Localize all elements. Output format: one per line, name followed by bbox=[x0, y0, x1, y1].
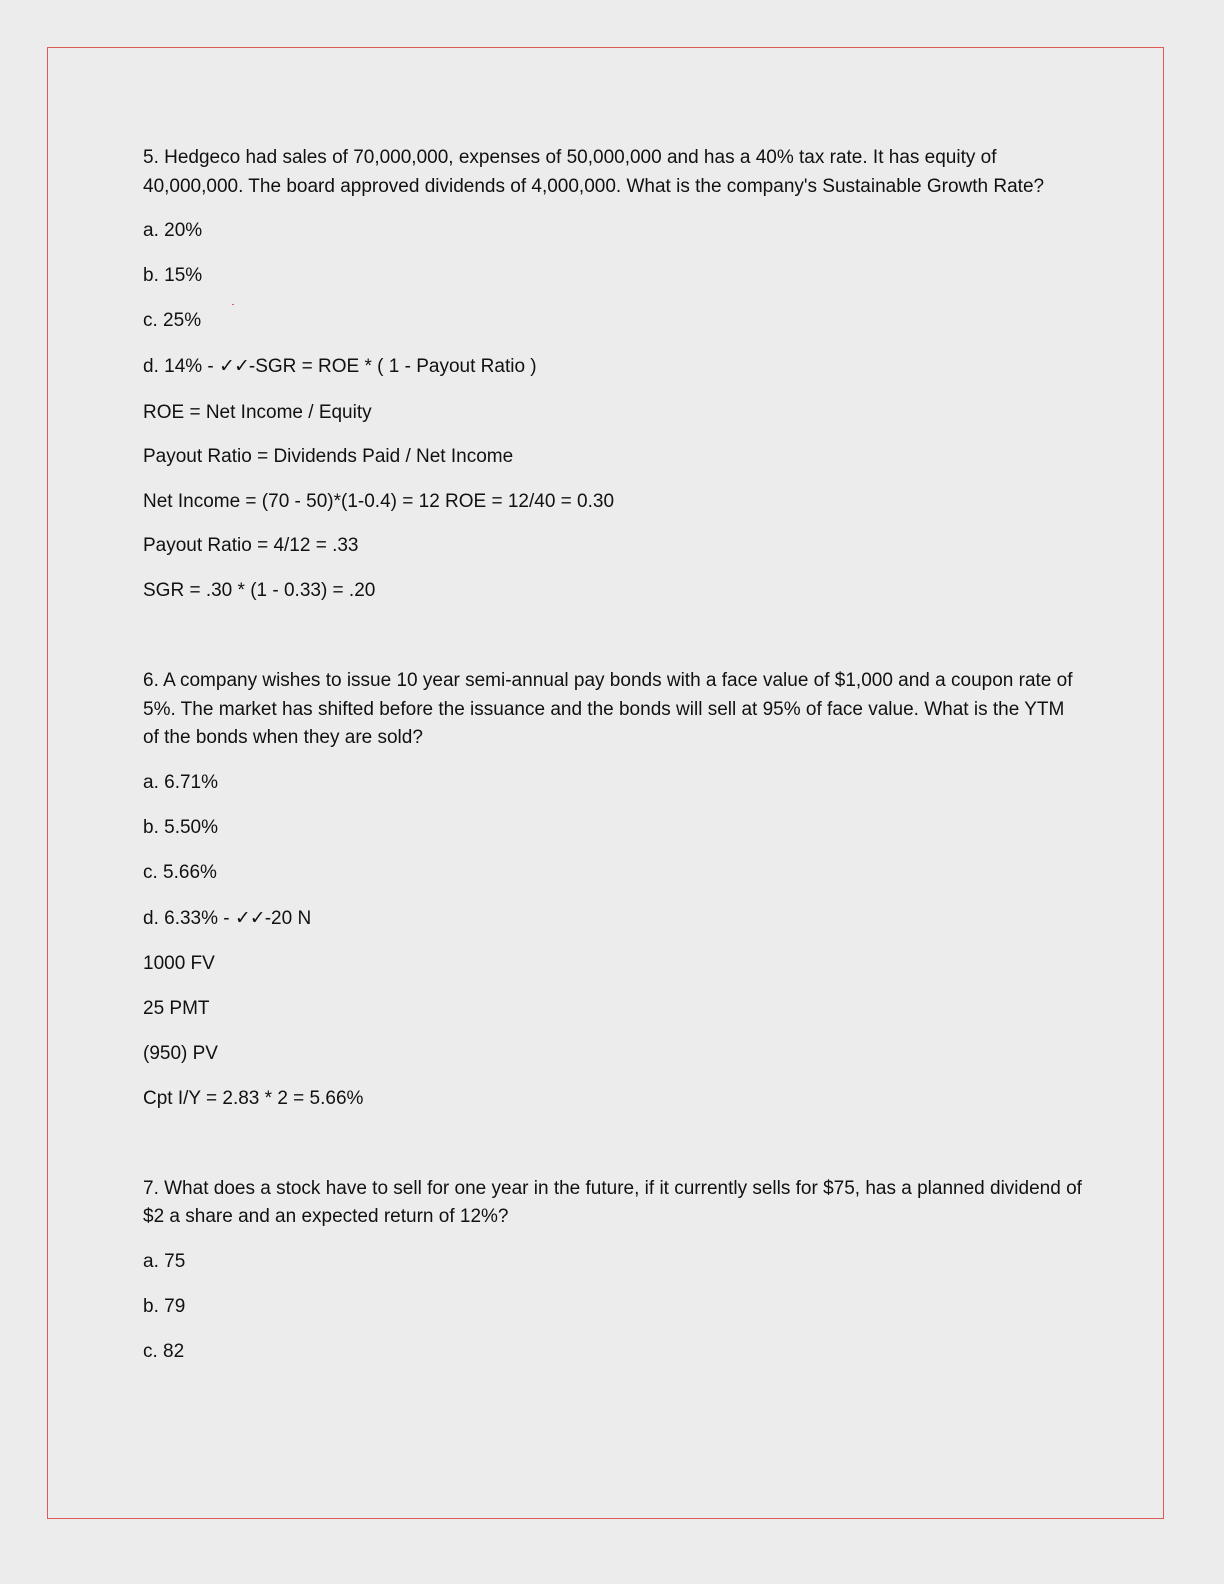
q6-work-line: 1000 FV bbox=[143, 952, 215, 974]
q5-option-d bbox=[143, 354, 1083, 380]
q6-work-line: Cpt I/Y = 2.83 * 2 = 5.66% bbox=[143, 1087, 364, 1109]
q5-work-line: Payout Ratio = 4/12 = .33 bbox=[143, 535, 359, 556]
question-6-text: 6. A company wishes to issue 10 year semi-annual pay bonds with a face value of $1,000 and a coupon rate of 5%. The market has shifted before the issuance and the bonds will sell at 95% of face value. What is the YTM of the bonds when they are sold? bbox=[143, 670, 1073, 748]
q5-option-d-formula: -SGR = ROE * ( 1 - Payout Ratio ) bbox=[248, 356, 537, 377]
q5-option-b: b. 15% bbox=[143, 265, 203, 286]
q6-option-c: c. 5.66% bbox=[143, 861, 217, 883]
q5-work-line: SGR = .30 * (1 - 0.33) = .20 bbox=[143, 580, 376, 601]
document-content bbox=[143, 143, 1083, 1365]
double-check-icon: ✓✓ bbox=[219, 356, 249, 377]
question-7-text: 7. What does a stock have to sell for one year in the future, if it currently sells for $75, has a planned dividend of $2 a share and an expected return of 12%? bbox=[143, 1177, 1082, 1227]
q6-option-d-suffix: -20 N bbox=[264, 907, 312, 929]
q5-work-line: Payout Ratio = Dividends Paid / Net Income bbox=[143, 446, 514, 467]
q6-option-a: a. 6.71% bbox=[143, 771, 218, 793]
q6-option-b: b. 5.50% bbox=[143, 816, 218, 838]
q5-option-d-prefix: d. 14% - bbox=[143, 356, 220, 377]
question-7 bbox=[143, 1175, 1083, 1365]
question-6 bbox=[143, 667, 1083, 1112]
q5-work-line: Net Income = (70 - 50)*(1-0.4) = 12 ROE = 12/40 = 0.30 bbox=[143, 491, 615, 512]
question-5-text: 5. Hedgeco had sales of 70,000,000, expenses of 50,000,000 and has a 40% tax rate. It has equity of 40,000,000. The board approved dividends of 4,000,000. What is the company's Sustainable Growth Rate? bbox=[143, 147, 1045, 197]
q5-option-a: a. 20% bbox=[143, 220, 203, 241]
q5-option-c: c. 25% bbox=[143, 310, 202, 331]
q6-work-line: (950) PV bbox=[143, 1042, 218, 1064]
double-check-icon: ✓✓ bbox=[234, 907, 265, 929]
q7-option-b: b. 79 bbox=[143, 1295, 186, 1317]
q6-option-d-prefix: d. 6.33% - bbox=[143, 907, 235, 929]
q7-option-a: a. 75 bbox=[143, 1250, 186, 1272]
q6-option-d bbox=[143, 906, 1083, 932]
q7-option-c: c. 82 bbox=[143, 1340, 185, 1362]
q6-work-line: 25 PMT bbox=[143, 997, 210, 1019]
question-5 bbox=[143, 144, 1083, 604]
q5-work-line: ROE = Net Income / Equity bbox=[143, 402, 372, 423]
